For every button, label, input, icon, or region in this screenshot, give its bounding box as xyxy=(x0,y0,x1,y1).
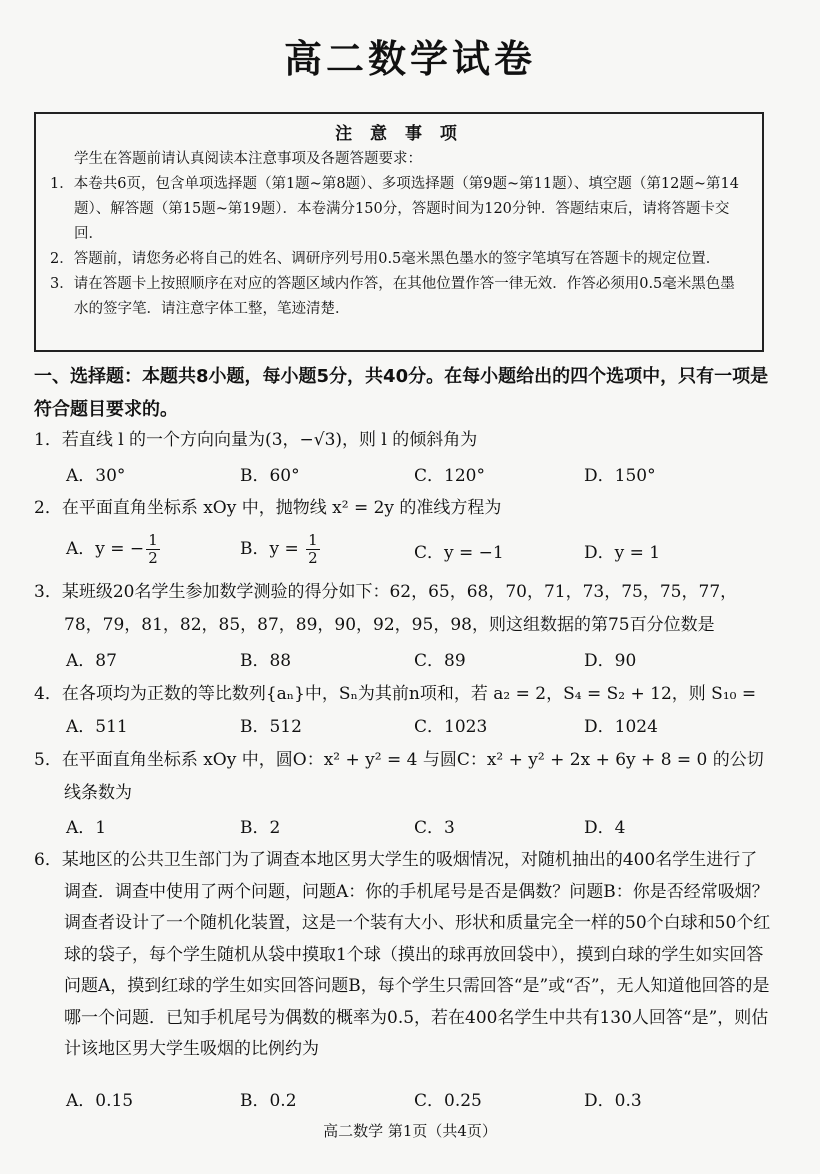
option-b: B．0.2 xyxy=(240,1091,297,1111)
question-2-options xyxy=(66,532,766,572)
question-stem: 1．若直线 l 的一个方向向量为(3，−√3)，则 l 的倾斜角为 xyxy=(34,430,478,450)
notice-item: 3．请在答题卡上按照顺序在对应的答题区域内作答，在其他位置作答一律无效．作答必须用0.5毫米黑色墨水的签字笔．请注意字体工整，笔迹清楚． xyxy=(50,276,735,317)
question-stem: 6．某地区的公共卫生部门为了调查本地区男大学生的吸烟情况，对随机抽出的400名学生进行了调查．调查中使用了两个问题，问题A：你的手机尾号是否是偶数？问题B：你是否经常吸烟？调查者设计了一个随机化装置，这是一个装有大小、形状和质量完全一样的50个白球和50个红球的袋子，每个学生随机从袋中摸取1个球（摸出的球再放回袋中），摸到白球的学生如实回答问题A，摸到红球的学生如实回答问题B，每个学生只需回答“是”或“否”，无人知道他回答的是哪一个问题．已知手机尾号为偶数的概率为0.5，若在400名学生中共有130人回答“是”，则估计该地区男大学生吸烟的比例约为 xyxy=(34,850,771,1059)
question-1-options xyxy=(66,461,766,491)
fraction-numerator: 1 xyxy=(148,531,158,549)
fraction-denominator: 2 xyxy=(148,549,158,567)
question-3-options xyxy=(66,646,766,676)
question-2 xyxy=(34,492,774,525)
fraction xyxy=(306,532,320,567)
option-a: A．87 xyxy=(66,651,117,671)
question-4-options xyxy=(66,712,766,742)
option-d: D．y = 1 xyxy=(584,543,661,563)
option-b: B．512 xyxy=(240,717,302,737)
option-d: D．4 xyxy=(584,818,626,838)
question-1 xyxy=(34,424,774,457)
question-6-options xyxy=(66,1086,766,1116)
option-a: A．0.15 xyxy=(66,1091,134,1111)
option-a: A．511 xyxy=(66,717,128,737)
option-c: C．120° xyxy=(414,466,485,486)
notice-box xyxy=(34,112,764,352)
option-c: C．y = −1 xyxy=(414,543,504,563)
fraction-denominator: 2 xyxy=(308,549,318,567)
option-expr: y = − xyxy=(95,539,145,559)
option-d: D．90 xyxy=(584,651,637,671)
question-stem: 2．在平面直角坐标系 xOy 中，抛物线 x² = 2y 的准线方程为 xyxy=(34,498,502,518)
fraction xyxy=(146,532,160,567)
page-title: 高二数学试卷 xyxy=(283,37,536,81)
option-c: C．89 xyxy=(414,651,466,671)
option-c: C．0.25 xyxy=(414,1091,482,1111)
option-b: B．88 xyxy=(240,651,292,671)
question-stem: 4．在各项均为正数的等比数列{aₙ}中，Sₙ为其前n项和，若 a₂ = 2，S₄ = S₂ + 12，则 S₁₀ = xyxy=(34,684,757,704)
notice-heading: 注 意 事 项 xyxy=(335,124,463,144)
option-a: A．1 xyxy=(66,818,107,838)
question-6 xyxy=(34,845,774,1066)
question-stem: 5．在平面直角坐标系 xOy 中，圆O：x² + y² = 4 与圆C：x² + y² + 2x + 6y + 8 = 0 的公切线条数为 xyxy=(34,750,764,803)
option-c: C．3 xyxy=(414,818,455,838)
notice-item: 1．本卷共6页，包含单项选择题（第1题~第8题）、多项选择题（第9题~第11题）、填空题（第12题~第14题）、解答题（第15题~第19题）．本卷满分150分，答题时间为120分钟．答题结束后，请将答题卡交回． xyxy=(50,176,739,242)
option-c: C．1023 xyxy=(414,717,488,737)
option-b: B．60° xyxy=(240,466,300,486)
option-d: D．150° xyxy=(584,466,656,486)
option-b xyxy=(240,532,322,567)
question-4 xyxy=(34,678,774,711)
question-5-options xyxy=(66,813,766,843)
option-a xyxy=(66,532,162,567)
section-heading: 一、选择题：本题共8小题，每小题5分，共40分。在每小题给出的四个选项中，只有一项是符合题目要求的。 xyxy=(34,366,769,420)
option-b: B．2 xyxy=(240,818,281,838)
option-d: D．1024 xyxy=(584,717,658,737)
notice-intro: 学生在答题前请认真阅读本注意事项及各题答题要求： xyxy=(74,151,422,167)
question-5 xyxy=(34,744,774,810)
page-footer: 高二数学 第1页（共4页） xyxy=(323,1122,497,1140)
option-label: B． xyxy=(240,539,270,559)
option-expr: y = xyxy=(269,539,305,559)
notice-item: 2．答题前，请您务必将自己的姓名、调研序列号用0.5毫米黑色墨水的签字笔填写在答题卡的规定位置． xyxy=(50,251,721,267)
option-label: A． xyxy=(66,539,96,559)
option-a: A．30° xyxy=(66,466,126,486)
option-d: D．0.3 xyxy=(584,1091,642,1111)
fraction-numerator: 1 xyxy=(308,531,318,549)
question-stem: 3．某班级20名学生参加数学测验的得分如下：62，65，68，70，71，73，75，75，77，78，79，81，82，85，87，89，90，92，95，98，则这组数据的第75百分位数是 xyxy=(34,582,738,635)
question-3 xyxy=(34,576,774,642)
